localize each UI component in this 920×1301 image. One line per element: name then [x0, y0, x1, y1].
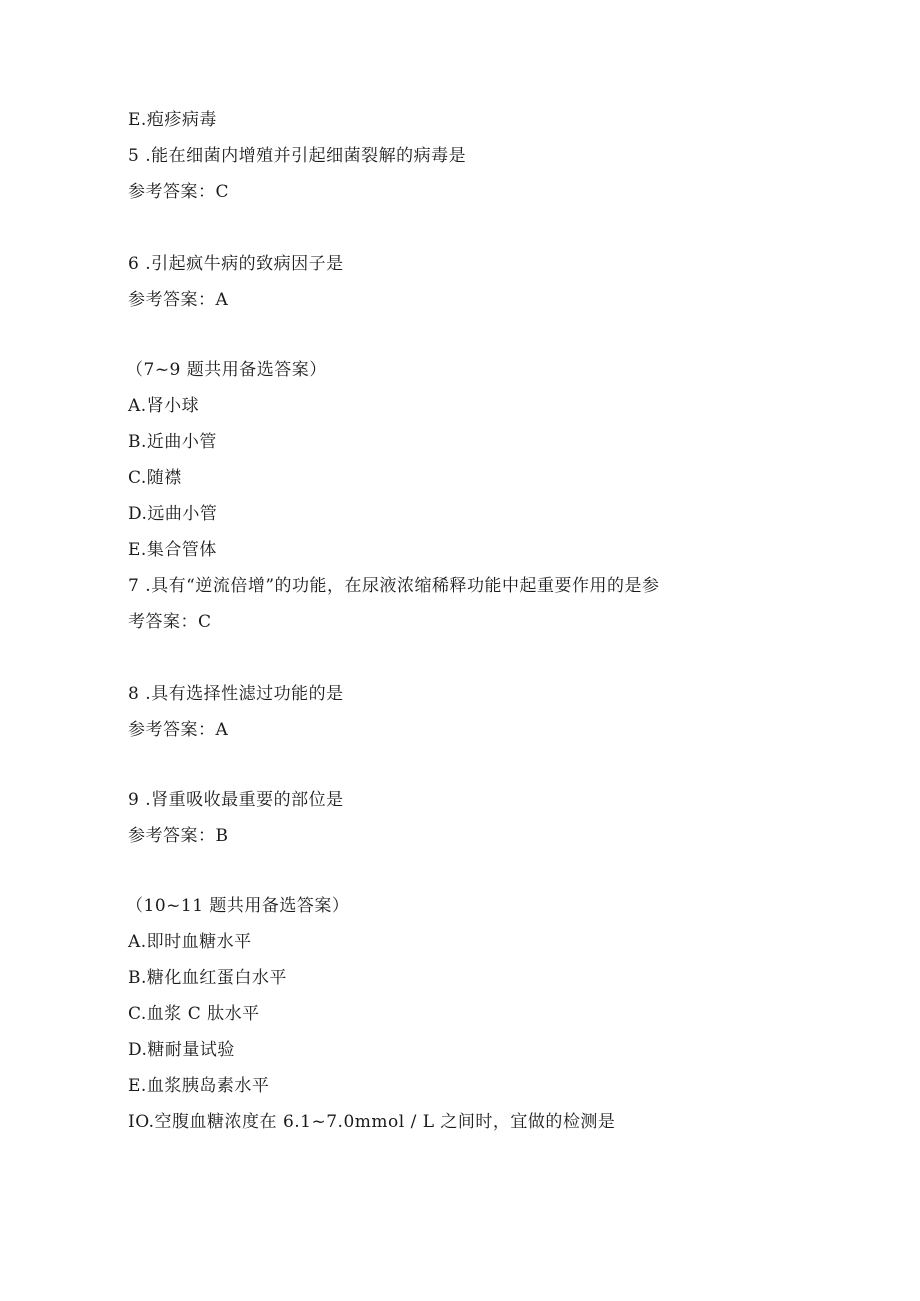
answer-8: 参考答案：A [128, 720, 229, 740]
option-c: C.血浆 C 肽水平 [128, 1004, 260, 1024]
answer-6: 参考答案：A [128, 290, 229, 310]
question-9: 9 .肾重吸收最重要的部位是 [128, 790, 344, 810]
option-e-herpes-virus: E.疱疹病毒 [128, 110, 217, 130]
option-d: D.糖耐量试验 [128, 1040, 235, 1060]
question-10: IO.空腹血糖浓度在 6.1~7.0mmol / L 之间时，宜做的检测是 [128, 1112, 616, 1132]
option-d: D.远曲小管 [128, 504, 218, 524]
group-header-10-11: （10~11 题共用备选答案） [126, 896, 350, 916]
question-5: 5 .能在细菌内增殖并引起细菌裂解的病毒是 [128, 146, 467, 166]
option-a: A.即时血糖水平 [128, 932, 252, 952]
question-7: 7 .具有“逆流倍增”的功能，在尿液浓缩稀释功能中起重要作用的是参 [128, 576, 660, 596]
option-e: E.集合管体 [128, 540, 217, 560]
answer-7: 考答案：C [128, 612, 212, 632]
option-c: C.随襟 [128, 468, 182, 488]
question-8: 8 .具有选择性滤过功能的是 [128, 684, 344, 704]
option-e: E.血浆胰岛素水平 [128, 1076, 270, 1096]
group-header-7-9: （7~9 题共用备选答案） [126, 360, 327, 380]
option-b: B.近曲小管 [128, 432, 217, 452]
answer-9: 参考答案：B [128, 826, 229, 846]
answer-5: 参考答案：C [128, 182, 230, 202]
question-6: 6 .引起疯牛病的致病因子是 [128, 254, 344, 274]
option-a: A.肾小球 [128, 396, 200, 416]
option-b: B.糖化血红蛋白水平 [128, 968, 287, 988]
